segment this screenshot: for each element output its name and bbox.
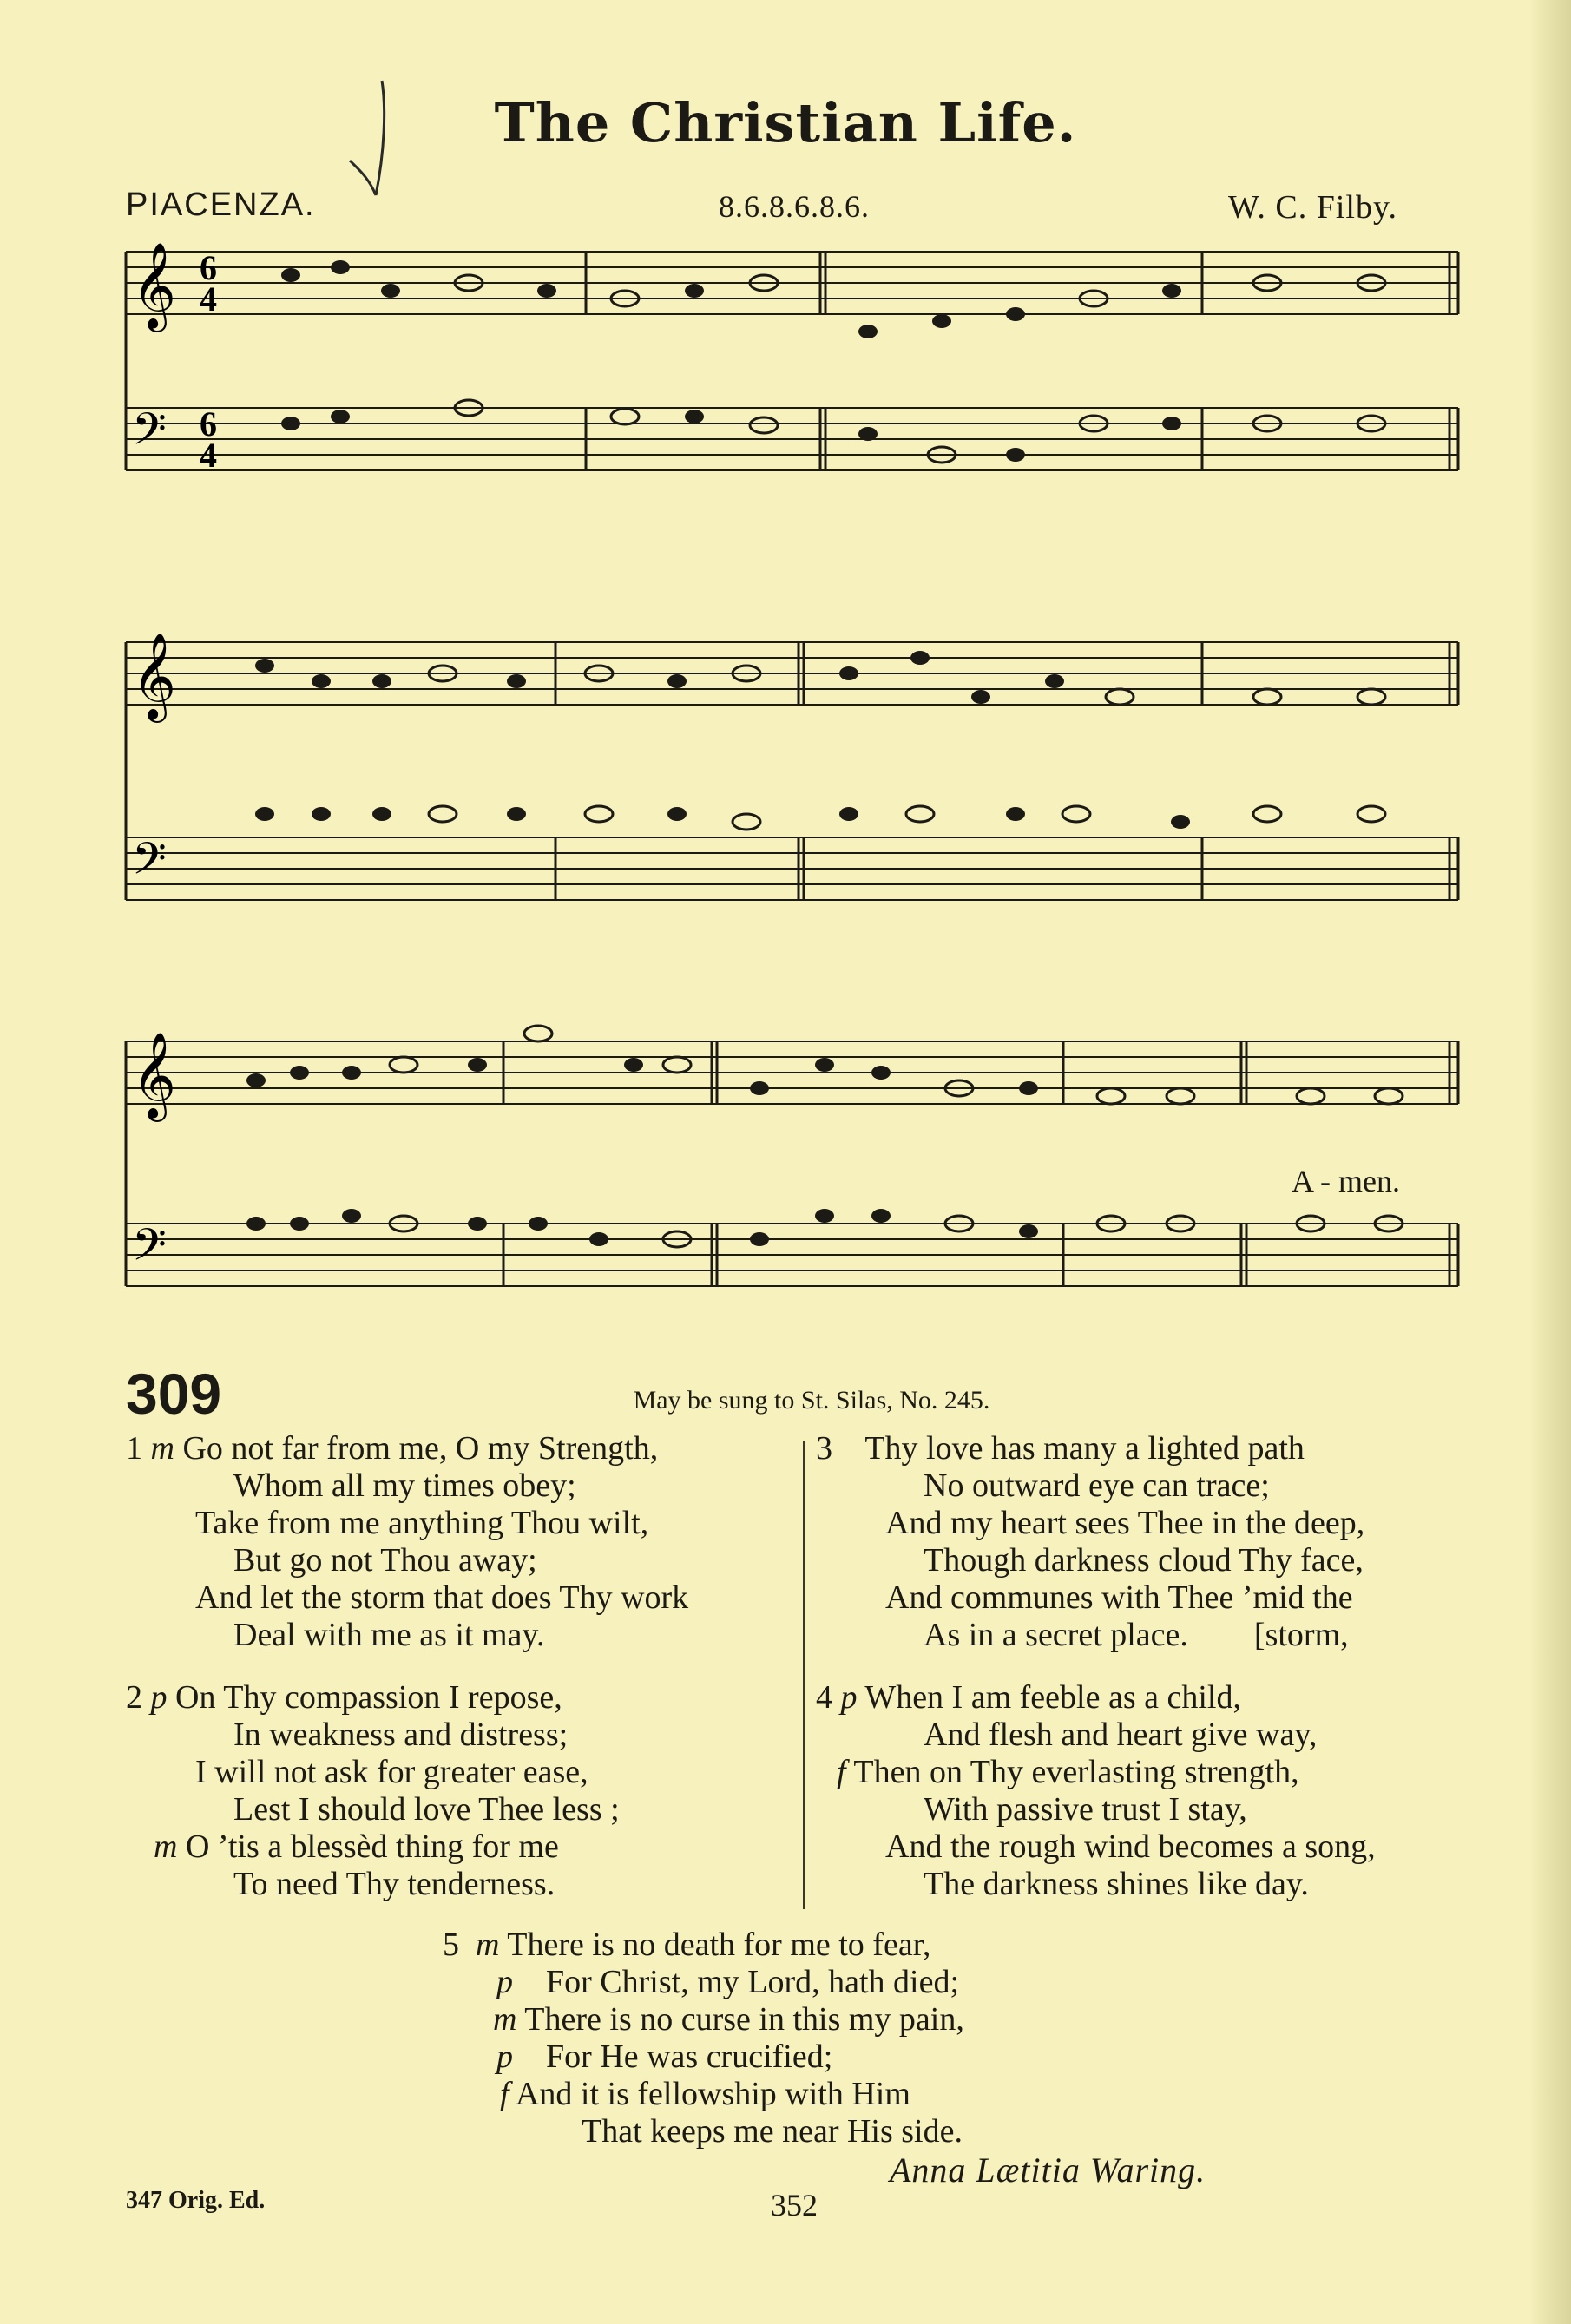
amen-lyric: A - men. — [1292, 1164, 1400, 1198]
verse-line: 3 Thy love has many a lighted path — [816, 1430, 1305, 1467]
verse-4 — [816, 1679, 1376, 1903]
svg-text:𝄢: 𝄢 — [132, 832, 167, 896]
verse-2 — [126, 1679, 620, 1903]
verse-line: m There is no curse in this my pain, — [493, 2001, 964, 2038]
author-attribution: Anna Lætitia Waring. — [890, 2150, 1206, 2189]
verse-line: And flesh and heart give way, — [924, 1717, 1318, 1753]
svg-text:4: 4 — [200, 279, 217, 318]
svg-text:6: 6 — [200, 404, 217, 443]
page-title: The Christian Life. — [494, 91, 1077, 154]
verse-line: In weakness and distress; — [233, 1717, 569, 1753]
verse-line: That keeps me near His side. — [582, 2113, 963, 2150]
score-system-1 — [113, 234, 1484, 564]
verse-line: Deal with me as it may. — [233, 1617, 545, 1653]
edition-reference: 347 Orig. Ed. — [126, 2187, 266, 2214]
verse-line: To need Thy tenderness. — [233, 1866, 555, 1902]
svg-text:4: 4 — [200, 436, 217, 475]
verse-line: I will not ask for greater ease, — [195, 1754, 588, 1790]
verse-5 — [443, 1927, 964, 2150]
verse-line: p For Christ, my Lord, hath died; — [496, 1964, 960, 2000]
verse-line: The darkness shines like day. — [924, 1866, 1309, 1902]
verse-line: m O ’tis a blessèd thing for me — [154, 1828, 559, 1865]
svg-text:6: 6 — [200, 248, 217, 287]
svg-text:𝄞: 𝄞 — [132, 1032, 176, 1119]
column-divider — [803, 1441, 805, 1909]
verse-line: f And it is fellowship with Him — [500, 2076, 910, 2112]
verse-1 — [126, 1430, 688, 1654]
verse-3 — [816, 1430, 1364, 1654]
verse-line: p For He was crucified; — [496, 2038, 833, 2075]
verse-line: Whom all my times obey; — [233, 1467, 576, 1504]
verse-line: No outward eye can trace; — [924, 1467, 1270, 1504]
verse-line: Take from me anything Thou wilt, — [195, 1505, 649, 1541]
verse-line: And communes with Thee ’mid the — [885, 1579, 1353, 1616]
svg-text:𝄢: 𝄢 — [132, 403, 167, 466]
verse-line: With passive trust I stay, — [924, 1791, 1247, 1828]
tune-name: PIACENZA. — [126, 187, 316, 223]
page-edge — [1529, 0, 1571, 2324]
verse-line: 4 p When I am feeble as a child, — [816, 1679, 1241, 1716]
verse-line: And let the storm that does Thy work — [195, 1579, 689, 1616]
score-system-3 — [113, 994, 1484, 1323]
score-system-2 — [113, 590, 1484, 920]
verse-line: And my heart sees Thee in the deep, — [885, 1505, 1365, 1541]
svg-text:𝄢: 𝄢 — [132, 1218, 167, 1282]
svg-text:𝄞: 𝄞 — [132, 242, 176, 329]
alternate-tune-note: May be sung to St. Silas, No. 245. — [633, 1386, 990, 1415]
verse-line: As in a secret place. [storm, — [924, 1617, 1349, 1653]
verse-line: f Then on Thy everlasting strength, — [837, 1754, 1299, 1790]
composer: W. C. Filby. — [1228, 189, 1398, 226]
verse-line: 1 m Go not far from me, O my Strength, — [126, 1430, 659, 1467]
svg-text:𝄞: 𝄞 — [132, 633, 176, 719]
verse-line: But go not Thou away; — [233, 1542, 537, 1579]
verse-line: Lest I should love Thee less ; — [233, 1791, 620, 1828]
verse-line: Though darkness cloud Thy face, — [924, 1542, 1364, 1579]
verse-line: 2 p On Thy compassion I repose, — [126, 1679, 562, 1716]
hymn-number: 309 — [126, 1362, 222, 1426]
verse-line: And the rough wind becomes a song, — [885, 1828, 1376, 1865]
verse-line: 5 m There is no death for me to fear, — [443, 1927, 931, 1963]
meter: 8.6.8.6.8.6. — [719, 189, 870, 224]
page-number: 352 — [771, 2188, 818, 2222]
